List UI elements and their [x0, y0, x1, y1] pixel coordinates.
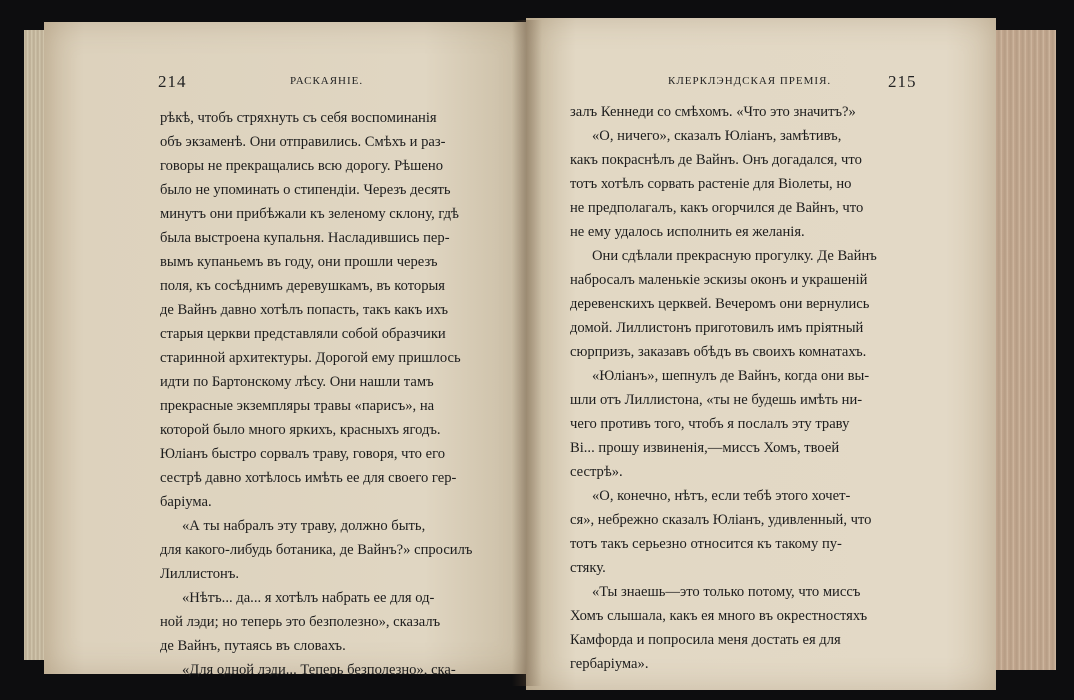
text-line: «Для одной лэди... Теперь безполезно», ска- — [182, 662, 456, 678]
text-line: поля, къ сосѣднимъ деревушкамъ, въ которыя — [160, 278, 446, 294]
text-line: чего противъ того, чтобъ я послалъ эту траву — [570, 416, 850, 432]
text-line: говоры не прекращались всю дорогу. Рѣшено — [160, 158, 443, 174]
book-spine — [512, 20, 542, 686]
text-line: гербаріума». — [570, 656, 649, 672]
text-line: сестрѣ». — [570, 464, 623, 480]
text-line: объ экзаменѣ. Они отправились. Смѣхъ и раз- — [160, 134, 446, 150]
text-line: рѣкѣ, чтобъ стряхнуть съ себя воспоминанія — [160, 110, 437, 126]
text-line: было не упоминать о стипендіи. Черезъ десять — [160, 182, 451, 198]
text-line: тотъ хотѣлъ сорвать растеніе для Віолеты, но — [570, 176, 852, 192]
text-line: ся», небрежно сказалъ Юліанъ, удивленный, что — [570, 512, 872, 528]
text-line: «Ты знаешь—это только потому, что миссъ — [592, 584, 861, 600]
right-page-number: 215 — [888, 72, 917, 91]
text-line: залъ Кеннеди со смѣхомъ. «Что это значитъ?» — [570, 104, 856, 120]
text-line: «Нѣтъ... да... я хотѣлъ набрать ее для од- — [182, 590, 435, 606]
text-line: старыя церкви представляли собой образчики — [160, 326, 446, 342]
left-page-number: 214 — [158, 72, 187, 91]
text-line: была выстроена купальня. Насладившись пер- — [160, 230, 450, 246]
text-line: деревенскихъ церквей. Вечеромъ они вернулись — [570, 296, 870, 312]
text-line: Они сдѣлали прекрасную прогулку. Де Вайнъ — [592, 248, 877, 264]
right-running-head: КЛЕРКЛЭНДСКАЯ ПРЕМІЯ. — [668, 75, 832, 87]
text-line: не предполагалъ, какъ огорчился де Вайнъ, что — [570, 200, 864, 216]
text-line: стяку. — [570, 560, 606, 576]
text-line: прекрасные экземпляры травы «парисъ», на — [160, 398, 435, 414]
text-line: шли отъ Лиллистона, «ты не будешь имѣть ни- — [570, 392, 863, 408]
text-line: для какого-либудь ботаника, де Вайнъ?» спросилъ — [160, 542, 473, 558]
left-running-head: РАСКАЯНІЕ. — [290, 75, 364, 87]
text-line: какъ покраснѣлъ де Вайнъ. Онъ догадался, что — [570, 152, 862, 168]
text-line: Юліанъ быстро сорвалъ траву, говоря, что его — [160, 446, 446, 462]
right-page-text — [570, 100, 918, 676]
text-line: которой было много яркихъ, красныхъ ягодъ. — [160, 422, 441, 438]
text-line: тотъ такъ серьезно относится къ такому пу- — [570, 536, 842, 552]
text-line: де Вайнъ, путаясь въ словахъ. — [160, 638, 346, 654]
left-page-text — [160, 106, 498, 682]
text-line: Камфорда и попросила меня достать ея для — [570, 632, 841, 648]
text-line: Лиллистонъ. — [160, 566, 240, 582]
text-line: «О, конечно, нѣтъ, если тебѣ этого хочет- — [592, 488, 851, 504]
text-line: Хомъ слышала, какъ ея много въ окрестностяхъ — [570, 608, 868, 624]
text-line: домой. Лиллистонъ приготовилъ имъ пріятный — [570, 320, 864, 336]
text-line: «Юліанъ», шепнулъ де Вайнъ, когда они вы- — [592, 368, 870, 384]
text-line: баріума. — [160, 494, 212, 510]
text-line: старинной архитектуры. Дорогой ему пришлось — [160, 350, 461, 366]
text-line: минутъ они прибѣжали къ зеленому склону, гдѣ — [160, 206, 459, 222]
text-line: «О, ничего», сказалъ Юліанъ, замѣтивъ, — [592, 128, 842, 144]
text-line: Ві... прошу извиненія,—миссъ Хомъ, твоей — [570, 440, 840, 456]
text-line: сестрѣ давно хотѣлось имѣть ее для своего гер- — [160, 470, 457, 486]
text-line: набросалъ маленькіе эскизы оконъ и украшеній — [570, 272, 868, 288]
text-line: не ему удалось исполнить ея желанія. — [570, 224, 805, 240]
text-line: «А ты набралъ эту траву, должно быть, — [182, 518, 426, 534]
left-page-header — [158, 72, 498, 92]
text-line: ной лэди; но теперь это безполезно», сказалъ — [160, 614, 441, 630]
text-line: идти по Бартонскому лѣсу. Они нашли тамъ — [160, 374, 434, 390]
text-line: сюрпризъ, заказавъ обѣдъ въ своихъ комнатахъ. — [570, 344, 867, 360]
text-line: вымъ купаньемъ въ году, они прошли черезъ — [160, 254, 438, 270]
text-line: де Вайнъ давно хотѣлъ попасть, такъ какъ ихъ — [160, 302, 448, 318]
